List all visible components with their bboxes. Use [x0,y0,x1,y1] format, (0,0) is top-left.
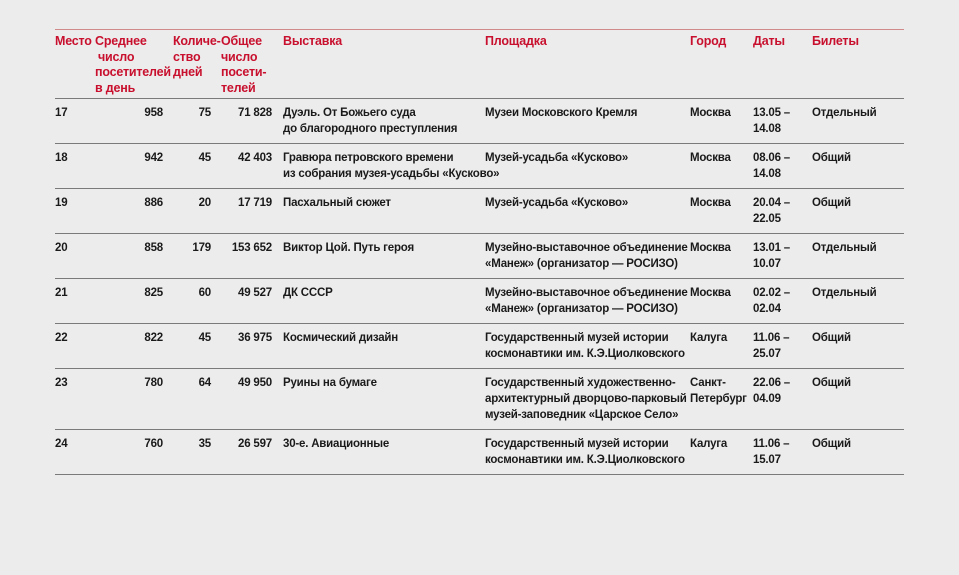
cell-rank: 21 [55,279,95,324]
table-row [55,369,904,430]
cell-dates [753,279,812,324]
cell-days: 45 [173,144,221,189]
cell-city [690,279,753,324]
cell-days: 179 [173,234,221,279]
cell-exhibition [272,99,485,144]
cell-dates-line: 02.02 – [753,287,790,299]
cell-dates-line: 08.06 – [753,152,790,164]
cell-dates [753,234,812,279]
header-days: Количе- ство дней [173,30,221,99]
cell-dates-line: 20.04 – [753,197,790,209]
header-city: Город [690,30,753,99]
cell-exhibition-line: Виктор Цой. Путь героя [283,242,414,254]
header-avg: Среднее число посетителей в день [95,30,173,99]
cell-dates-line: 11.06 – [753,438,790,450]
cell-days: 75 [173,99,221,144]
cell-city-line: Москва [690,242,731,254]
cell-days: 20 [173,189,221,234]
cell-tickets: Отдельный [812,234,904,279]
cell-city [690,234,753,279]
cell-dates-line: 15.07 [753,454,781,466]
cell-exhibition-line: ДК СССР [283,287,333,299]
cell-tickets: Общий [812,189,904,234]
header-tickets: Билеты [812,30,904,99]
header-total: Общее число посети- телей [221,30,272,99]
cell-city [690,430,753,475]
cell-venue [485,144,690,189]
cell-dates [753,430,812,475]
table-row [55,99,904,144]
cell-city-line: Москва [690,152,731,164]
exhibitions-table [55,30,904,475]
cell-venue-line: космонавтики им. К.Э.Циолковского [485,454,685,466]
table-row [55,189,904,234]
table-row [55,279,904,324]
cell-venue [485,279,690,324]
cell-tickets: Отдельный [812,279,904,324]
cell-city [690,189,753,234]
cell-city [690,369,753,430]
cell-city-line: Петербург [690,393,747,405]
cell-total-visitors: 71 828 [221,99,272,144]
cell-dates [753,189,812,234]
table-row [55,234,904,279]
cell-city-line: Санкт- [690,377,726,389]
cell-city-line: Москва [690,107,731,119]
cell-venue-line: Государственный музей истории [485,332,669,344]
cell-dates-line: 14.08 [753,123,781,135]
cell-avg-visitors: 886 [95,189,173,234]
cell-exhibition-line: Руины на бумаге [283,377,377,389]
cell-rank: 19 [55,189,95,234]
cell-tickets: Общий [812,144,904,189]
cell-venue [485,430,690,475]
table-row [55,430,904,475]
header-rank: Место [55,30,95,99]
cell-venue-line: Музейно-выставочное объединение [485,242,688,254]
cell-venue [485,234,690,279]
cell-exhibition [272,430,485,475]
cell-total-visitors: 49 527 [221,279,272,324]
cell-avg-visitors: 760 [95,430,173,475]
cell-city-line: Москва [690,287,731,299]
cell-city [690,324,753,369]
cell-total-visitors: 153 652 [221,234,272,279]
cell-total-visitors: 17 719 [221,189,272,234]
cell-dates-line: 04.09 [753,393,781,405]
cell-avg-visitors: 780 [95,369,173,430]
cell-tickets: Общий [812,324,904,369]
cell-avg-visitors: 942 [95,144,173,189]
cell-avg-visitors: 822 [95,324,173,369]
table-row [55,144,904,189]
cell-venue-line: Музей-усадьба «Кусково» [485,152,629,164]
cell-exhibition [272,189,485,234]
cell-venue-line: Музей-усадьба «Кусково» [485,197,629,209]
cell-avg-visitors: 958 [95,99,173,144]
cell-exhibition-line: до благородного преступления [283,123,458,135]
cell-exhibition-line: Космический дизайн [283,332,399,344]
cell-rank: 17 [55,99,95,144]
cell-city [690,144,753,189]
cell-dates [753,369,812,430]
cell-venue-line: архитектурный дворцово-парковый [485,393,687,405]
table-body [55,99,904,475]
cell-venue-line: «Манеж» (организатор — РОСИЗО) [485,303,678,315]
cell-dates [753,99,812,144]
cell-days: 60 [173,279,221,324]
table-row [55,324,904,369]
cell-city-line: Москва [690,197,731,209]
cell-dates-line: 14.08 [753,168,781,180]
cell-exhibition-line: Дуэль. От Божьего суда [283,107,416,119]
cell-exhibition [272,279,485,324]
cell-dates-line: 22.06 – [753,377,790,389]
cell-venue-line: Музеи Московского Кремля [485,107,638,119]
cell-exhibition [272,369,485,430]
cell-venue [485,369,690,430]
header-exhibition: Выставка [272,30,485,99]
cell-venue [485,99,690,144]
header-dates: Даты [753,30,812,99]
cell-exhibition-line: Гравюра петровского времени [283,152,454,164]
cell-total-visitors: 36 975 [221,324,272,369]
cell-dates-line: 02.04 [753,303,781,315]
cell-rank: 22 [55,324,95,369]
cell-dates [753,324,812,369]
cell-city [690,99,753,144]
cell-total-visitors: 42 403 [221,144,272,189]
table-header [55,30,904,99]
cell-dates-line: 22.05 [753,213,781,225]
cell-tickets: Общий [812,430,904,475]
cell-days: 45 [173,324,221,369]
cell-days: 64 [173,369,221,430]
cell-venue [485,324,690,369]
cell-avg-visitors: 858 [95,234,173,279]
cell-exhibition-line: 30-е. Авиационные [283,438,390,450]
cell-days: 35 [173,430,221,475]
cell-dates-line: 25.07 [753,348,781,360]
cell-venue-line: Государственный художественно- [485,377,676,389]
cell-exhibition-line: из собрания музея-усадьбы «Кусково» [283,168,500,180]
cell-venue-line: космонавтики им. К.Э.Циолковского [485,348,685,360]
cell-exhibition [272,324,485,369]
cell-venue-line: Музейно-выставочное объединение [485,287,688,299]
cell-avg-visitors: 825 [95,279,173,324]
cell-tickets: Отдельный [812,99,904,144]
cell-venue-line: музей-заповедник «Царское Село» [485,409,679,421]
cell-exhibition [272,234,485,279]
cell-city-line: Калуга [690,438,728,450]
cell-rank: 18 [55,144,95,189]
cell-total-visitors: 26 597 [221,430,272,475]
cell-tickets: Общий [812,369,904,430]
cell-rank: 20 [55,234,95,279]
cell-exhibition-line: Пасхальный сюжет [283,197,391,209]
cell-dates-line: 13.01 – [753,242,790,254]
cell-venue-line: Государственный музей истории [485,438,669,450]
cell-total-visitors: 49 950 [221,369,272,430]
cell-exhibition [272,144,500,189]
cell-dates-line: 10.07 [753,258,781,270]
header-row [55,30,904,99]
cell-rank: 24 [55,430,95,475]
header-venue: Площадка [485,30,690,99]
cell-dates [753,144,812,189]
cell-venue-line: «Манеж» (организатор — РОСИЗО) [485,258,678,270]
cell-dates-line: 11.06 – [753,332,790,344]
cell-dates-line: 13.05 – [753,107,790,119]
cell-rank: 23 [55,369,95,430]
cell-city-line: Калуга [690,332,728,344]
cell-venue [485,189,690,234]
